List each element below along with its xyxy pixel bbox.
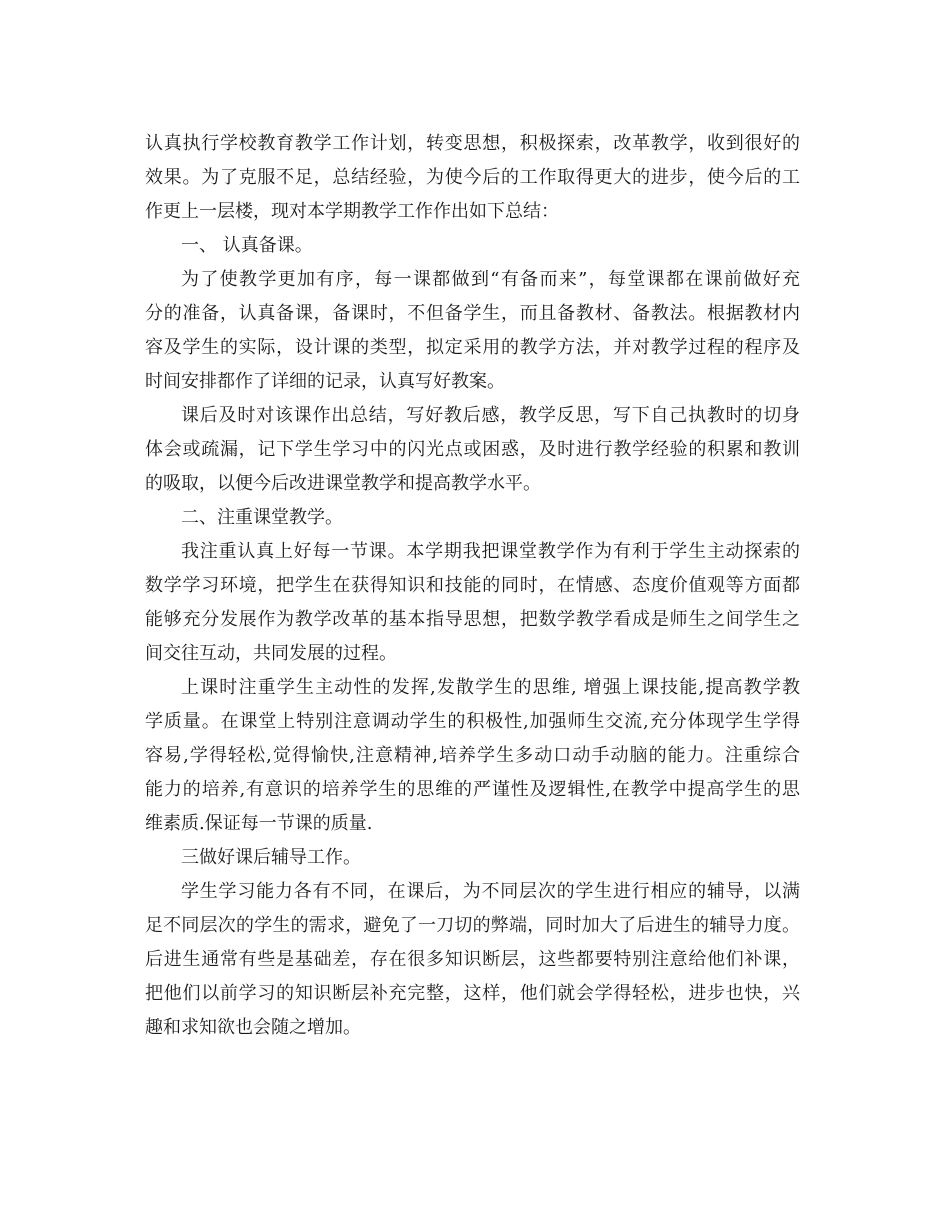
section-heading-2: 二、注重课堂教学。 [181,507,343,528]
body-line: 能力的培养,有意识的培养学生的思维的严谨性及逻辑性,在教学中提高学生的思 [145,779,800,800]
body-line: 后进生通常有些是基础差，存在很多知识断层，这些都要特别注意给他们补课， [145,949,800,970]
body-line: 效果。为了克服不足，总结经验，为使今后的工作取得更大的进步，使今后的工 [145,167,800,188]
document-body [145,127,800,1045]
body-line: 我注重认真上好每一节课。本学期我把课堂教学作为有利于学生主动探索的 [181,541,800,562]
body-line: 间交往互动，共同发展的过程。 [145,643,397,664]
body-line: 趣和求知欲也会随之增加。 [145,1017,361,1038]
body-line: 维素质.保证每一节课的质量. [145,813,373,834]
body-line: 体会或疏漏，记下学生学习中的闪光点或困惑，及时进行教学经验的积累和教训 [145,439,800,460]
body-line: 容易,学得轻松,觉得愉快,注意精神,培养学生多动口动手动脑的能力。注重综合 [145,745,800,766]
body-line: 分的准备，认真备课，备课时，不但备学生，而且备教材、备教法。根据教材内 [145,303,800,324]
body-line: 课后及时对该课作出总结，写好教后感，教学反思，写下自己执教时的切身 [181,405,800,426]
body-line: 作更上一层楼，现对本学期教学工作作出如下总结： [145,201,559,222]
body-line: 的吸取，以便今后改进课堂教学和提高教学水平。 [145,473,541,494]
body-line: 学质量。在课堂上特别注意调动学生的积极性,加强师生交流,充分体现学生学得 [145,711,800,732]
body-line: 能够充分发展作为教学改革的基本指导思想，把数学教学看成是师生之间学生之 [145,609,800,630]
body-line: 学生学习能力各有不同，在课后，为不同层次的学生进行相应的辅导，以满 [181,881,800,902]
body-line: 容及学生的实际，设计课的类型，拟定采用的教学方法，并对教学过程的程序及 [145,337,800,358]
body-line: 上课时注重学生主动性的发挥,发散学生的思维, 增强上课技能,提高教学教 [181,677,800,698]
body-line: 数学学习环境，把学生在获得知识和技能的同时，在情感、态度价值观等方面都 [145,575,800,596]
body-line: 认真执行学校教育教学工作计划，转变思想，积极探索，改革教学，收到很好的 [145,133,800,154]
section-heading-1: 一、 认真备课。 [181,235,313,256]
body-line: 为了使教学更加有序，每一课都做到“有备而来”，每堂课都在课前做好充 [181,269,800,290]
body-line: 足不同层次的学生的需求，避免了一刀切的弊端，同时加大了后进生的辅导力度。 [145,915,800,936]
body-line: 时间安排都作了详细的记录，认真写好教案。 [145,371,505,392]
body-line: 把他们以前学习的知识断层补充完整，这样，他们就会学得轻松，进步也快，兴 [145,983,800,1004]
section-heading-3: 三做好课后辅导工作。 [181,847,361,868]
